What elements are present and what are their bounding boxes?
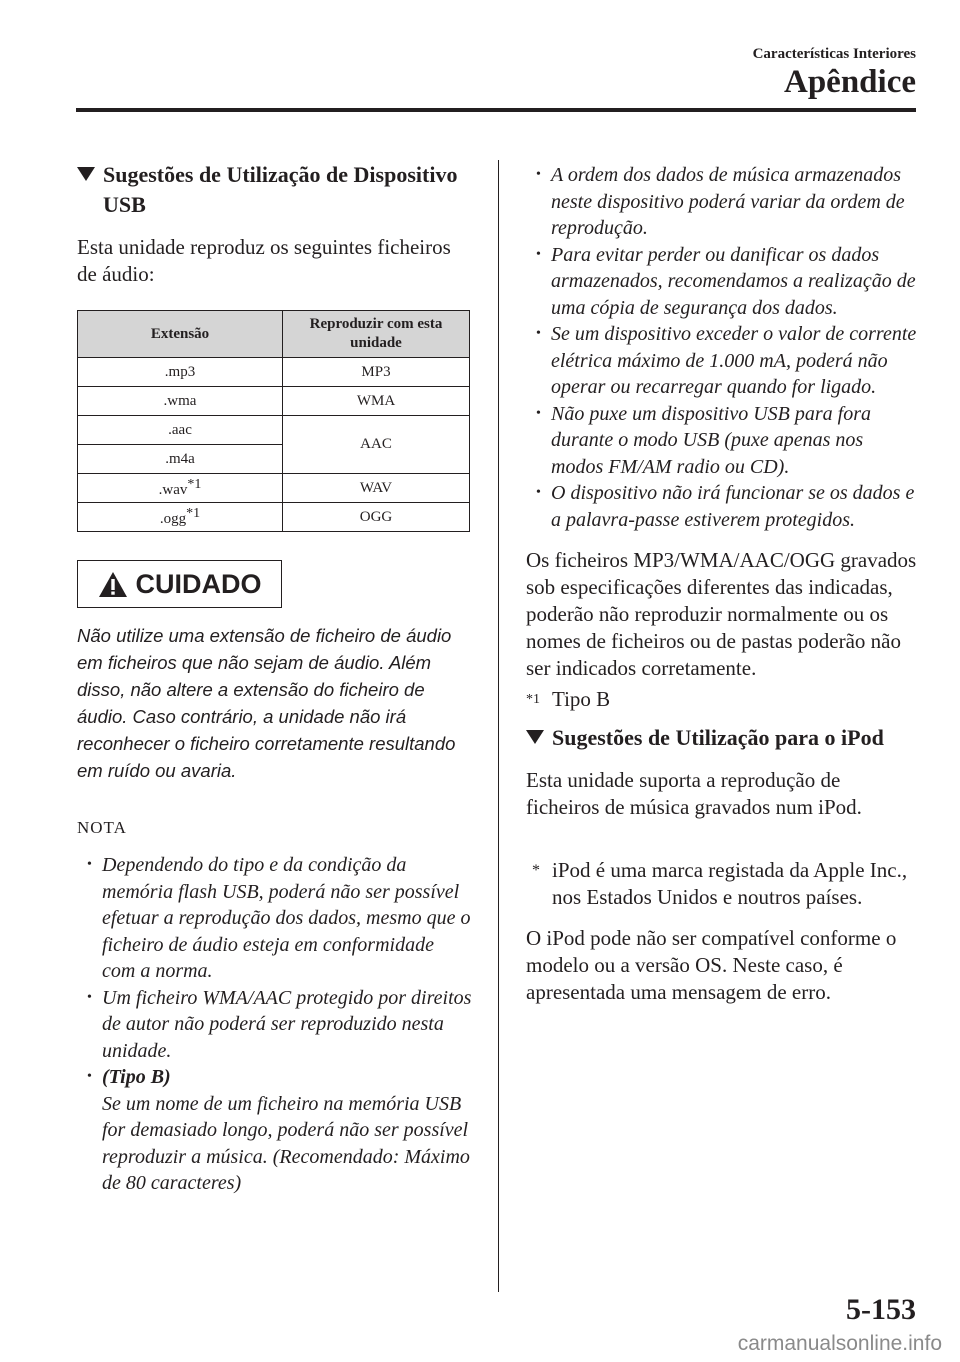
table-row	[78, 503, 470, 532]
footnote-ref: *1	[186, 506, 201, 521]
watermark: carmanualsonline.info	[737, 1332, 942, 1355]
table-cell-format: AAC	[283, 416, 470, 474]
table-row	[78, 416, 470, 445]
bullet-dot-icon: •	[536, 326, 541, 341]
triangle-bullet-icon	[77, 167, 95, 181]
table-cell-ext	[78, 503, 283, 532]
table-cell-format: WAV	[283, 474, 470, 503]
table-header-extension: Extensão	[78, 311, 283, 358]
note-item	[526, 401, 918, 481]
table-row	[78, 474, 470, 503]
usb-heading	[77, 160, 472, 220]
note-text: Não puxe um dispositivo USB para fora durante o modo USB (puxe apenas nos modos FM/AM radio ou CD).	[551, 402, 871, 478]
audio-format-table	[77, 310, 470, 532]
bullet-dot-icon: •	[536, 405, 541, 421]
table-row	[78, 358, 470, 387]
caution-box	[77, 560, 282, 608]
spec-paragraph: Os ficheiros MP3/WMA/AAC/OGG gravados sob especificações diferentes das indicadas, poderão não reproduzir normalmente ou os nomes de ficheiros ou de pastas poderão não ser indicados corretamente.	[526, 548, 917, 680]
ext-value: .wav	[158, 482, 188, 498]
caution-text: Não utilize uma extensão de ficheiro de áudio em ficheiros que não sejam de áudio. Além disso, não altere a extensão do ficheiro de áudio. Caso contrário, a unidade não irá reconhecer o ficheiro corretamente resultando em ruído ou avaria.	[77, 625, 456, 781]
trademark-note	[526, 857, 918, 911]
page-number: 5-153	[846, 1293, 916, 1326]
note-typeb-text: Se um nome de um ficheiro na memória USB for demasiado longo, poderá não ser possível reproduzir a música. (Recomendado: Máximo de 80 caracteres)	[102, 1092, 470, 1194]
footnote-mark: *1	[526, 692, 540, 707]
footnote-text: Tipo B	[552, 687, 611, 711]
table-cell-ext: .mp3	[78, 358, 283, 387]
note-item	[526, 321, 918, 401]
footnote	[526, 686, 918, 713]
table-header-row	[78, 311, 470, 358]
bullet-dot-icon: •	[87, 1069, 92, 1084]
table-cell-format: WMA	[283, 387, 470, 416]
bullet-dot-icon: •	[536, 246, 541, 262]
usb-intro: Esta unidade reproduz os seguintes ficheiros de áudio:	[77, 235, 451, 286]
note-text-group	[102, 1064, 472, 1197]
triangle-bullet-icon	[526, 730, 544, 744]
note-item	[77, 1064, 472, 1197]
note-text: Se um dispositivo exceder o valor de corrente elétrica máximo de 1.000 mA, poderá não operar ou recarregar quando for ligado.	[551, 323, 917, 398]
table-cell-ext	[78, 474, 283, 503]
note-item	[526, 480, 918, 533]
bullet-dot-icon: •	[87, 857, 92, 872]
note-text: Um ficheiro WMA/AAC protegido por direitos de autor não poderá ser reproduzido nesta unidade.	[102, 986, 472, 1062]
header-section: Características Interiores	[752, 46, 916, 62]
table-cell-ext: .wma	[78, 387, 283, 416]
warning-triangle-icon	[98, 571, 128, 598]
trademark-text: iPod é uma marca registada da Apple Inc., nos Estados Unidos e noutros países.	[552, 858, 908, 909]
note-label: NOTA	[77, 818, 127, 837]
ipod-intro: Esta unidade suporta a reprodução de ficheiros de música gravados num iPod.	[526, 768, 862, 819]
footnote-ref: *1	[187, 477, 202, 492]
table-cell-format: MP3	[283, 358, 470, 387]
table-cell-ext: .aac	[78, 416, 283, 445]
note-text: Para evitar perder ou danificar os dados armazenados, recomendamos a realização de uma cópia de segurança dos dados.	[551, 243, 916, 319]
trademark-mark: *	[532, 862, 540, 879]
bullet-dot-icon: •	[536, 167, 541, 182]
note-text: O dispositivo não irá funcionar se os dados e a palavra-passe estiverem protegidos.	[551, 482, 915, 531]
ipod-heading-text: Sugestões de Utilização para o iPod	[552, 725, 884, 750]
note-item	[526, 162, 918, 242]
left-column	[77, 160, 472, 1197]
header-rule	[76, 108, 916, 112]
right-column	[526, 160, 918, 1006]
header-chapter: Apêndice	[784, 64, 916, 100]
caution-label: CUIDADO	[135, 568, 262, 599]
table-header-playback: Reproduzir com esta unidade	[283, 311, 470, 358]
note-item	[77, 852, 472, 985]
ipod-compat: O iPod pode não ser compatível conforme o modelo ou a versão OS. Neste caso, é apresentada uma mensagem de erro.	[526, 926, 897, 1004]
note-item	[77, 985, 472, 1065]
note-list	[77, 852, 472, 1197]
column-divider	[498, 160, 499, 1292]
ext-value: .ogg	[159, 511, 187, 527]
note-typeb-title: (Tipo B)	[102, 1066, 171, 1088]
table-cell-format: OGG	[283, 503, 470, 532]
bullet-dot-icon: •	[87, 989, 92, 1005]
note-list-continued	[526, 162, 918, 533]
ipod-heading	[526, 723, 918, 753]
table-row	[78, 387, 470, 416]
note-item	[526, 242, 918, 322]
usb-heading-text: Sugestões de Utilização de Dispositivo USB	[103, 162, 458, 217]
note-text: Dependendo do tipo e da condição da memória flash USB, poderá não ser possível efetuar a reprodução dos dados, mesmo que o ficheiro de áudio esteja em conformidade com a norma.	[102, 854, 471, 982]
table-cell-ext: .m4a	[78, 445, 283, 474]
bullet-dot-icon: •	[536, 485, 541, 500]
note-text: A ordem dos dados de música armazenados neste dispositivo poderá variar da ordem de reprodução.	[551, 164, 905, 239]
